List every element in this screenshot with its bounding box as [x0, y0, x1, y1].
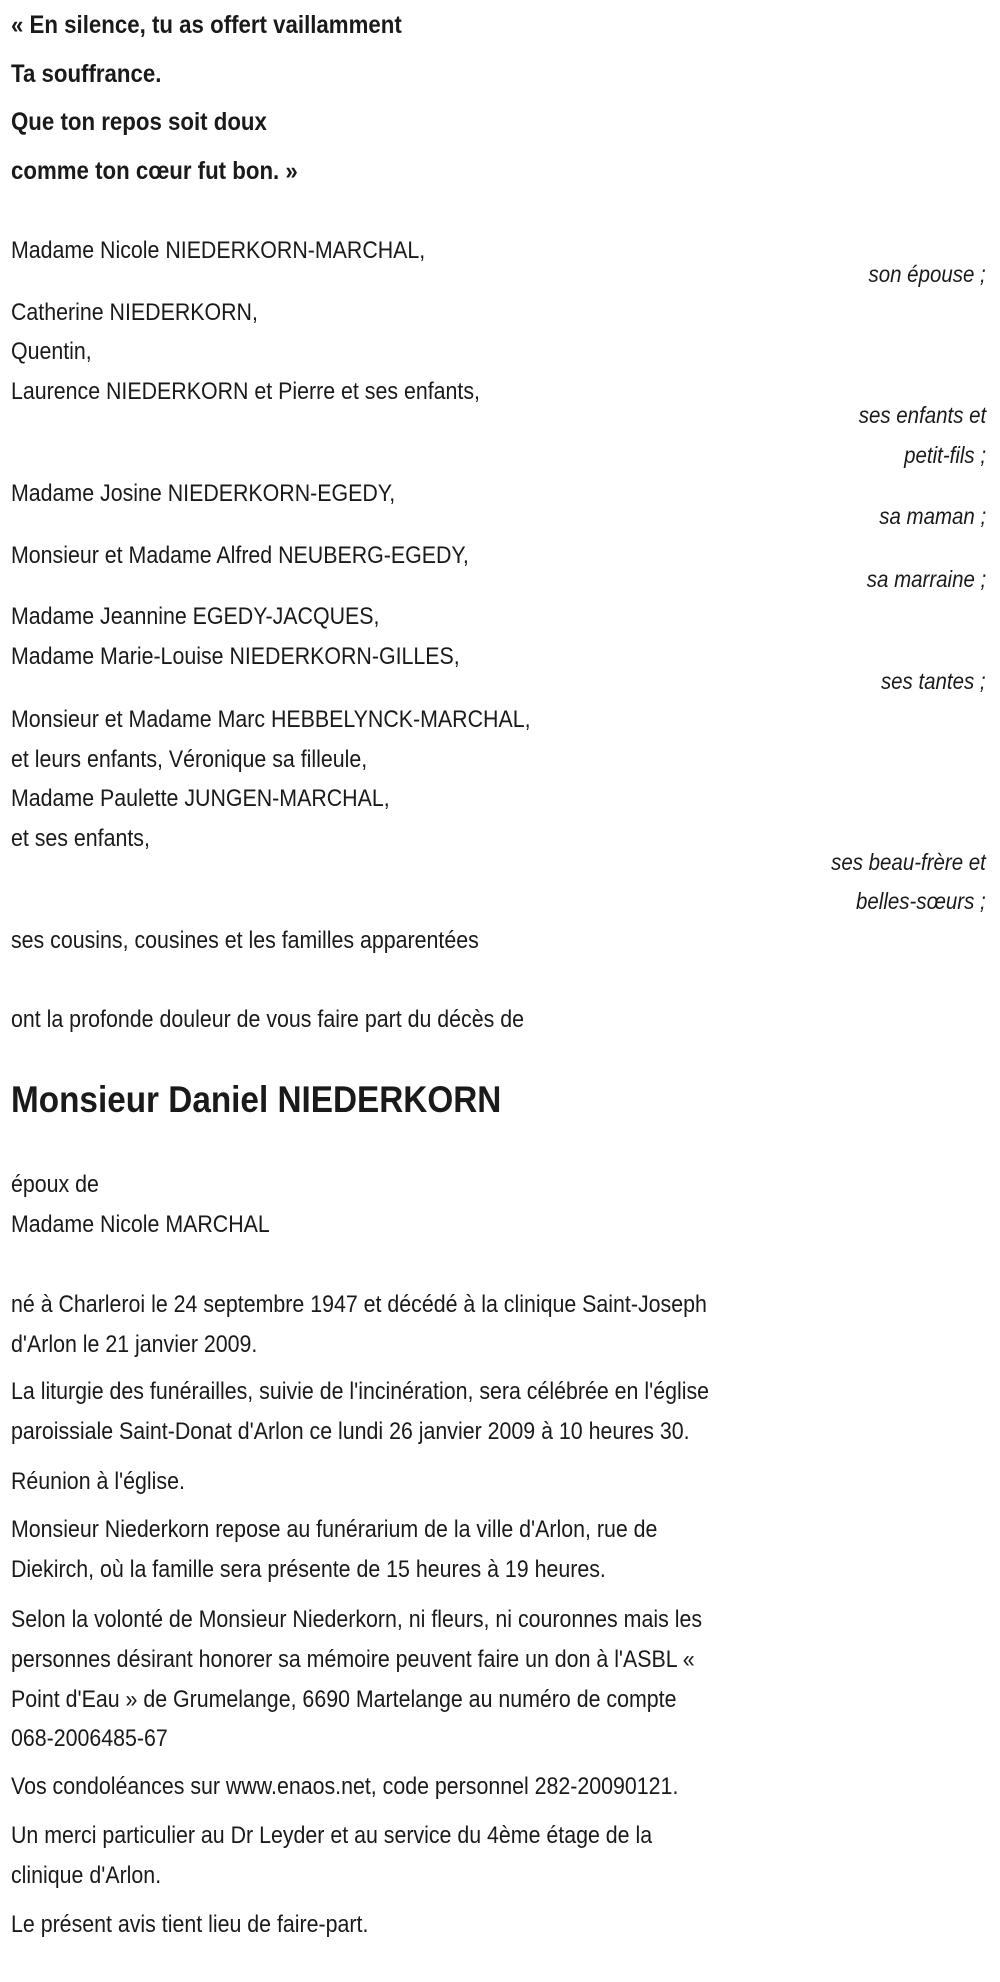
family-member: Monsieur et Madame Marc HEBBELYNCK-MARCHAL, [11, 706, 531, 733]
paragraph-line: Le présent avis tient lieu de faire-part. [11, 1911, 369, 1938]
paragraph-line: Un merci particulier au Dr Leyder et au service du 4ème étage de la [11, 1822, 653, 1849]
relation-label: sa maman ; [879, 503, 986, 529]
relation-label: ses beau-frère et [831, 849, 986, 875]
paragraph-line: 068-2006485-67 [11, 1725, 168, 1752]
paragraph-line: personnes désirant honorer sa mémoire peuvent faire un don à l'ASBL « [11, 1646, 695, 1673]
quote-line: comme ton cœur fut bon. » [11, 157, 298, 185]
family-member: Laurence NIEDERKORN et Pierre et ses enfants, [11, 378, 480, 405]
relation-label: ses enfants et [858, 402, 986, 428]
family-member: Madame Nicole NIEDERKORN-MARCHAL, [11, 237, 426, 264]
announcement: ont la profonde douleur de vous faire part du décès de [11, 1006, 525, 1033]
family-member: ses cousins, cousines et les familles apparentées [11, 927, 479, 954]
paragraph-line: Réunion à l'église. [11, 1468, 185, 1495]
paragraph-line: Monsieur Niederkorn repose au funérarium de la ville d'Arlon, rue de [11, 1516, 658, 1543]
paragraph-line: Selon la volonté de Monsieur Niederkorn, ni fleurs, ni couronnes mais les [11, 1606, 703, 1633]
quote-line: « En silence, tu as offert vaillamment [11, 11, 402, 39]
relation-label: petit-fils ; [904, 442, 986, 468]
paragraph-line: Vos condoléances sur www.enaos.net, code personnel 282-20090121. [11, 1773, 679, 1800]
paragraph-line: clinique d'Arlon. [11, 1862, 162, 1889]
family-member: Madame Paulette JUNGEN-MARCHAL, [11, 785, 390, 812]
family-member: et ses enfants, [11, 825, 150, 852]
family-member: Madame Jeannine EGEDY-JACQUES, [11, 603, 380, 630]
paragraph-line: Diekirch, où la famille sera présente de 15 heures à 19 heures. [11, 1556, 606, 1583]
relation-label: ses tantes ; [881, 668, 986, 694]
relation-label: sa marraine ; [866, 566, 986, 592]
family-member: Catherine NIEDERKORN, [11, 299, 258, 326]
family-member: Madame Josine NIEDERKORN-EGEDY, [11, 480, 396, 507]
spouse-of: époux de [11, 1171, 99, 1198]
family-member: Madame Marie-Louise NIEDERKORN-GILLES, [11, 643, 460, 670]
relation-label: son épouse ; [868, 261, 986, 287]
family-member: et leurs enfants, Véronique sa filleule, [11, 746, 368, 773]
deceased-name: Monsieur Daniel NIEDERKORN [11, 1079, 502, 1120]
family-member: Quentin, [11, 338, 92, 365]
paragraph-line: paroissiale Saint-Donat d'Arlon ce lundi 26 janvier 2009 à 10 heures 30. [11, 1418, 690, 1445]
paragraph-line: d'Arlon le 21 janvier 2009. [11, 1331, 258, 1358]
paragraph-line: né à Charleroi le 24 septembre 1947 et décédé à la clinique Saint-Joseph [11, 1291, 707, 1318]
paragraph-line: Point d'Eau » de Grumelange, 6690 Martelange au numéro de compte [11, 1686, 677, 1713]
paragraph-line: La liturgie des funérailles, suivie de l'incinération, sera célébrée en l'église [11, 1378, 710, 1405]
family-member: Monsieur et Madame Alfred NEUBERG-EGEDY, [11, 542, 469, 569]
relation-label: belles-sœurs ; [856, 888, 986, 914]
quote-line: Ta souffrance. [11, 60, 162, 88]
spouse-of: Madame Nicole MARCHAL [11, 1211, 270, 1238]
quote-line: Que ton repos soit doux [11, 108, 267, 136]
